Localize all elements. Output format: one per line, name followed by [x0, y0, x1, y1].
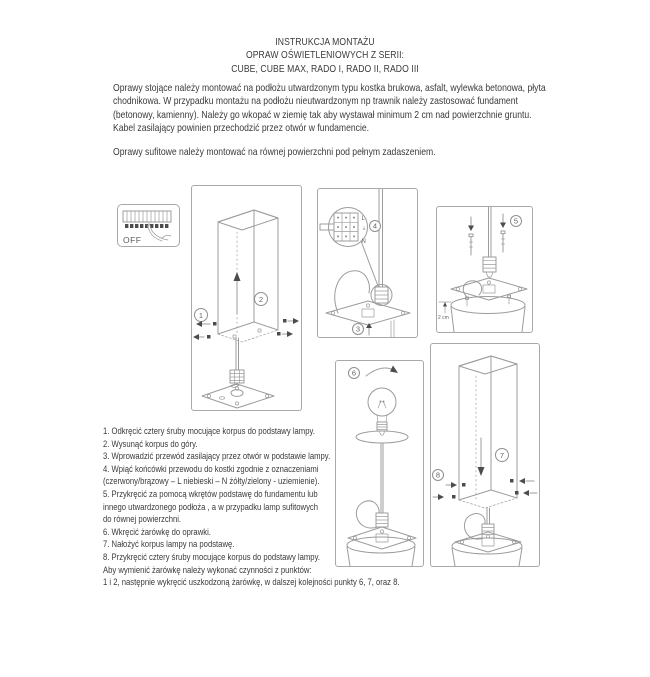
height-note-label: 2 cm	[438, 315, 449, 321]
svg-text:6: 6	[351, 368, 357, 378]
mounting-screws-down-arrows	[468, 214, 506, 255]
cable-loop	[335, 271, 370, 313]
assembly-steps-list	[103, 426, 400, 590]
svg-text:2: 2	[258, 294, 264, 304]
rotate-arrow	[366, 366, 398, 377]
step-6-marker	[349, 368, 360, 379]
step-1-marker	[195, 309, 208, 322]
bulb-replacement-note-line-2: 1 i 2, następnie wykręcić uszkodzoną żarówkę, w dalszej kolejności punkty 6, 7, oraz 8.	[103, 577, 400, 589]
step-2-marker	[255, 293, 268, 306]
lamp-body-cube	[459, 356, 517, 508]
base-plate	[455, 532, 521, 552]
step-line: 3. Wprowadzić przewód zasilający przez otwór w podstawie lampy.	[103, 451, 331, 463]
svg-text:1: 1	[198, 310, 204, 320]
step-line: innego utwardzonego podłoża , a w przypadku lamp sufitowych	[103, 501, 319, 513]
lift-up-arrow	[234, 272, 241, 314]
title-line-3: CUBE, CUBE MAX, RADO I, RADO II, RADO III	[231, 62, 419, 75]
foundation-cylinder	[451, 295, 525, 332]
ground-symbol: ⏚	[361, 226, 367, 232]
terminal-label-l: L	[361, 216, 365, 222]
base-plate	[326, 301, 410, 337]
step-5-marker	[511, 216, 522, 227]
step-4-marker	[370, 221, 381, 232]
step-line: 1. Odkręcić cztery śruby mocujące korpus do podstawy lampy.	[103, 426, 315, 437]
diagram-step-5-fix-to-foundation	[436, 206, 533, 333]
title-line-1: INSTRUKCJA MONTAŻU	[275, 36, 375, 48]
step-line: 5. Przykręcić za pomocą wkrętów podstawę do fundamentu lub	[103, 488, 318, 500]
supply-wires	[379, 189, 383, 287]
step-line: 2. Wysunąć korpus do góry.	[103, 438, 198, 450]
bulb-replacement-note-line-1: Aby wymienić żarówkę należy wykonać czynności z punktów:	[103, 564, 312, 576]
svg-text:5: 5	[513, 216, 519, 226]
power-off-warning-panel	[117, 204, 180, 247]
document-title	[59, 36, 592, 76]
intro-paragraph-standing-lamps: Oprawy stojące należy montować na podłożu utwardzonym typu kostka brukowa, asfalt, wylewka betonowa, płyta chodnikowa. W przypadku montażu na podłożu nieutwardzonym np trawnik należy zastosować fundament (betonowy, kamienny). Należy go wkopać w ziemię tak aby wystawał minimum 2 cm nad powierzchnie gruntu. Kabel zasilający powinien przechodzić przez otwór w fundamencie.	[113, 82, 546, 135]
step-line: 4. Wpiąć końcówki przewodu do kostki zgodnie z oznaczeniami	[103, 463, 319, 475]
screws-outward-arrows	[193, 318, 299, 340]
step-7-marker	[496, 449, 509, 462]
post-and-terminal	[230, 338, 244, 383]
diagram-step-7-8-mount-body	[430, 343, 540, 567]
svg-text:7: 7	[499, 450, 505, 460]
off-label: OFF	[123, 235, 142, 245]
step-line: 7. Nałożyć korpus lampy na podstawę.	[103, 539, 235, 551]
step-3-marker	[353, 323, 373, 335]
base-plate	[202, 384, 274, 408]
title-line-2: OPRAW OŚWIETLENIOWYCH Z SERII:	[245, 49, 405, 62]
step-line: (czerwony/brązowy – L niebieski – N żółty/zielony - uziemienie).	[103, 476, 320, 488]
step-line: 6. Wkręcić żarówkę do oprawki.	[103, 526, 211, 538]
lamp-body-cube	[218, 210, 278, 342]
lower-down-arrow	[478, 438, 485, 476]
magnifier-callout-line	[361, 241, 378, 286]
supply-rod	[489, 207, 492, 257]
diagram-step-3-4-wiring	[317, 188, 418, 338]
step-line: do równej powierzchni.	[103, 514, 182, 526]
intro-paragraph-ceiling-lamps: Oprawy sufitowe należy montować na równej powierzchni pod pełnym zadaszeniem.	[113, 146, 436, 158]
terminal-block	[483, 257, 496, 277]
diagram-step-1-2-lift-body	[191, 185, 302, 411]
svg-text:3: 3	[355, 324, 361, 334]
step-8-marker	[433, 470, 444, 481]
terminal-label-n: N	[361, 239, 366, 245]
step-line: 8. Przykręcić cztery śruby mocujące korpus do podstawy lampy.	[103, 551, 320, 563]
breaker-switch-off-icon	[118, 205, 179, 246]
svg-text:4: 4	[372, 221, 378, 231]
svg-text:8: 8	[435, 470, 441, 480]
screws-inward-arrows	[433, 478, 537, 500]
magnifier-terminal-detail	[320, 208, 368, 247]
height-above-ground-note	[438, 302, 451, 321]
